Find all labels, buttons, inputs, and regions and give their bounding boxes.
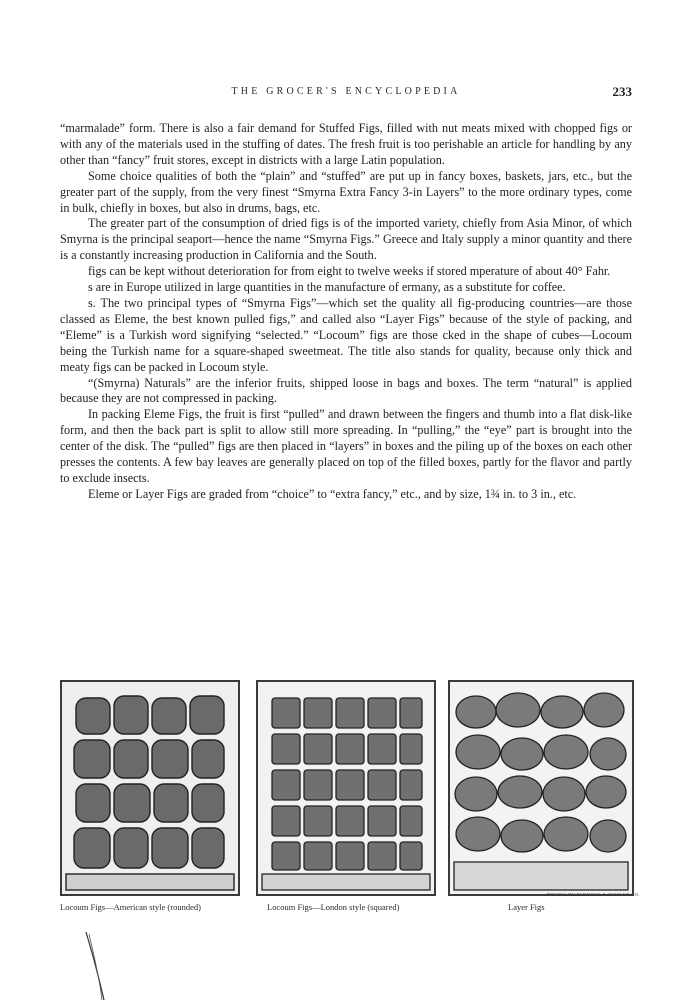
- pencil-mark: [84, 930, 114, 1002]
- paragraph-storage: figs can be kept without deterioration for from eight to twelve weeks if stored mperature of about 40° Fahr.: [88, 264, 611, 279]
- fig-photographs: [56, 680, 638, 894]
- paragraph-principal-types: s. The two principal types of “Smyrna Figs”—which set the quality all fig-producing countries—are those classed as Eleme, the best known pulled figs,” and called also “Layer Figs” because of the style of packing, and “Eleme” is a Turkish word signifying “selected.” “Locoum” figs are those cked in the shape of cubes—Locoum being the Turkish name for a square-shaped sweetmeat. The title also stands for quality, because only thick and meaty figs can be packed in Locoum style.: [60, 295, 632, 374]
- caption-layer-figs: Layer Figs: [508, 902, 545, 912]
- caption-locoum-london: Locoum Figs—London style (squared): [267, 902, 400, 912]
- page-number: 233: [612, 84, 632, 99]
- paragraph-naturals: “(Smyrna) Naturals” are the inferior fruits, shipped loose in bags and boxes. The term “natural” is applied because they are not compressed in packing.: [60, 375, 632, 406]
- running-head: THE GROCER'S ENCYCLOPEDIA: [231, 86, 461, 97]
- photo-layer-figs: [448, 680, 634, 896]
- page-header: [60, 86, 632, 106]
- paragraph-packing: In packing Eleme Figs, the fruit is first “pulled” and drawn between the fingers and thumb into a flat disk-like form, and then the back part is split to allow still more spreading. In “pulling,” the “eye” part is brought into the center of the disk. The “pulled” figs are then placed in “layers” in boxes and the piling up of the boxes on each other presses the contents. A few bay leaves are generally placed on top of the filled boxes, partly for the flavor and partly to exclude insects.: [60, 407, 632, 485]
- paragraph-marmalade: “marmalade” form. There is also a fair demand for Stuffed Figs, filled with nut meats mixed with chopped figs or with any of the materials used in the stuffing of dates. The fresh fruit is too perishable an article for handling by any other than “fancy” fruit stores, except in districts with a large Latin population.: [60, 121, 632, 167]
- body-text: [60, 121, 632, 503]
- caption-locoum-american: Locoum Figs—American style (rounded): [60, 902, 201, 912]
- paragraph-choice-qualities: Some choice qualities of both the “plain” and “stuffed” are put up in fancy boxes, baskets, jars, etc., but the greater part of the supply, from the very finest “Smyrna Extra Fancy 3-in Layers” to the more ordinary types, come in bulk, chiefly in boxes, but also in drums, bags, etc.: [60, 168, 632, 215]
- photo-locoum-american: [60, 680, 240, 896]
- paragraph-imported-variety: The greater part of the consumption of dried figs is of the imported variety, chiefly from Asia Minor, of which Smyrna is the principal seaport—hence the name “Smyrna Figs.” Greece and Italy supply a minor quantity and there is a constantly increasing production in California and the South.: [60, 216, 632, 263]
- photo-locoum-london: [256, 680, 436, 896]
- photo-credit: PHOTOS BY PADDOCK & FOWLER CO.: [546, 892, 640, 897]
- paragraph-coffee-substitute: s are in Europe utilized in large quantities in the manufacture of ermany, as a substitute for coffee.: [88, 280, 566, 295]
- paragraph-grading: Eleme or Layer Figs are graded from “choice” to “extra fancy,” etc., and by size, 1¾ in. to 3 in., etc.: [88, 486, 577, 501]
